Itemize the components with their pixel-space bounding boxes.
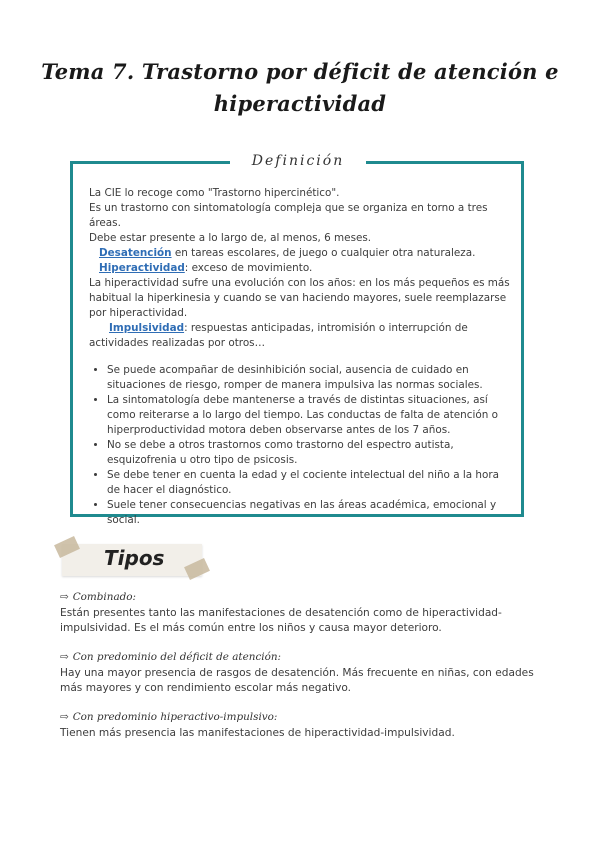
arrow-icon: ⇨	[60, 651, 69, 663]
arrow-icon: ⇨	[60, 591, 69, 603]
tipos-heading: Tipos	[104, 546, 165, 570]
page-title	[40, 56, 560, 120]
list-item: • Se debe tener en cuenta la edad y el cociente intelectual del niño a la hora de hacer el diagnóstico.	[107, 468, 511, 498]
impulsividad-keyword: Impulsividad	[109, 322, 185, 334]
type-description: Están presentes tanto las manifestaciones de desatención como de hiperactividad-impulsividad. Es el más común entre los niños y causa mayor deterioro.	[60, 606, 502, 634]
impulsividad-text: : respuestas anticipadas, intromisión o interrupción de actividades realizadas por otros…	[89, 322, 468, 349]
list-item: • Se puede acompañar de desinhibición social, ausencia de cuidado en situaciones de riesgo, romper de manera impulsiva las normas sociales.	[107, 363, 511, 393]
desatencion-text: en tareas escolares, de juego o cualquier otra naturaleza.	[171, 247, 476, 259]
type-heading-text: Con predominio del déficit de atención:	[72, 651, 282, 663]
title-line-1: Tema 7. Trastorno por déficit de atención e	[41, 59, 559, 84]
definition-label: Definición	[230, 150, 366, 172]
impulsividad-line	[89, 321, 511, 351]
arrow-icon: ⇨	[60, 711, 69, 723]
type-predominio-atencion	[60, 650, 550, 697]
title-line-2: hiperactividad	[213, 91, 387, 116]
type-predominio-hiperactivo	[60, 710, 550, 741]
definition-bullet-list	[89, 363, 511, 528]
type-heading	[60, 710, 550, 726]
list-item: • La sintomatología debe mantenerse a través de distintas situaciones, así como reiterarse a lo largo del tiempo. Las conductas de falta de atención o hiperproductividad motora deben observarse antes de los 7 años.	[107, 393, 511, 438]
type-heading-text: Con predominio hiperactivo-impulsivo:	[72, 711, 278, 723]
list-item: • No se debe a otros trastornos como trastorno del espectro autista, esquizofrenia u otro tipo de psicosis.	[107, 438, 511, 468]
hiperactividad-line	[89, 261, 511, 276]
type-combinado	[60, 590, 550, 637]
list-item: • Suele tener consecuencias negativas en las áreas académica, emocional y social.	[107, 498, 511, 528]
tipos-heading-card	[62, 540, 202, 578]
definition-paragraph: La hiperactividad sufre una evolución con los años: en los más pequeños es más habitual la hiperkinesia y cuando se van haciendo mayores, suele reemplazarse por hiperactividad.	[89, 277, 510, 319]
type-heading	[60, 590, 550, 606]
type-heading-text: Combinado:	[72, 591, 137, 603]
hiperactividad-text: : exceso de movimiento.	[184, 262, 313, 274]
type-heading	[60, 650, 550, 666]
desatencion-line	[89, 246, 511, 261]
definition-paragraph: Debe estar presente a lo largo de, al menos, 6 meses.	[89, 232, 372, 244]
type-description: Tienen más presencia las manifestaciones de hiperactividad-impulsividad.	[60, 726, 455, 739]
definition-paragraph: La CIE lo recoge como "Trastorno hipercinético".	[89, 187, 340, 199]
definition-content	[89, 186, 511, 528]
hiperactividad-keyword: Hiperactividad	[99, 262, 185, 274]
type-description: Hay una mayor presencia de rasgos de desatención. Más frecuente en niñas, con edades más mayores y con rendimiento escolar más negativo.	[60, 666, 534, 694]
definition-paragraph: Es un trastorno con sintomatología compleja que se organiza en torno a tres áreas.	[89, 202, 488, 229]
desatencion-keyword: Desatención	[99, 247, 172, 259]
